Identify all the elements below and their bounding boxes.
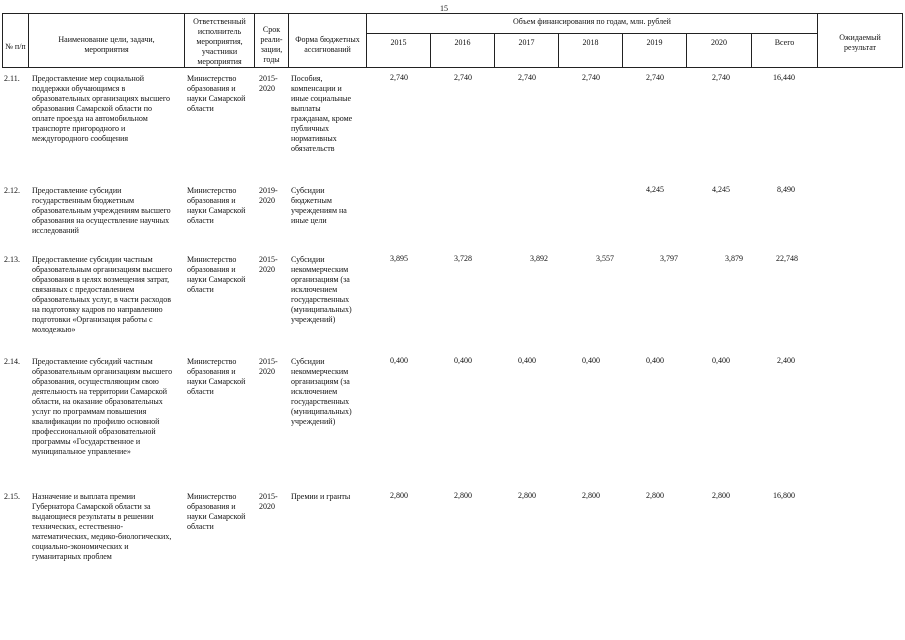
row-value: 2,800 bbox=[390, 491, 408, 500]
header-year-label: 2017 bbox=[518, 38, 535, 47]
row-number: 2.15. bbox=[4, 492, 20, 501]
row-value: 2,740 bbox=[454, 73, 472, 82]
row-value: 2,740 bbox=[390, 73, 408, 82]
header-year-label: 2015 bbox=[390, 38, 407, 47]
row-value: 0,400 bbox=[712, 356, 730, 365]
row-value: 2,740 bbox=[518, 73, 536, 82]
row-term: 2015- 2020 bbox=[259, 492, 278, 511]
row-value: 2,740 bbox=[646, 73, 664, 82]
row-term: 2019- 2020 bbox=[259, 186, 278, 205]
row-term: 2015- 2020 bbox=[259, 255, 278, 274]
header-name-label: Наименование цели, задачи, мероприятия bbox=[58, 35, 155, 54]
row-responsible: Министерство образования и науки Самарской области bbox=[187, 255, 246, 294]
row-form: Субсидии бюджетным учреждениям на иные цели bbox=[291, 186, 347, 225]
row-responsible: Министерство образования и науки Самарской области bbox=[187, 357, 246, 396]
row-number: 2.12. bbox=[4, 186, 20, 195]
row-total: 2,400 bbox=[777, 356, 795, 365]
row-value: 3,557 bbox=[596, 254, 614, 263]
row-value: 2,740 bbox=[712, 73, 730, 82]
row-form: Субсидии некоммерческим организациям (за исключением государственных (муниципальных) учреждений) bbox=[291, 357, 352, 426]
row-name: Предоставление субсидий частным образовательным организациям высшего образования, осуществляющим свою деятельность на территории Самарской области, на оказание образовательных услуг по программам повышения квалификации по профилю основной профессиональной образовательной программы «Государственное и муниципальное управление» bbox=[32, 357, 173, 456]
page-number: 15 bbox=[440, 4, 448, 13]
row-value: 0,400 bbox=[390, 356, 408, 365]
row-total: 16,440 bbox=[773, 73, 795, 82]
row-responsible: Министерство образования и науки Самарской области bbox=[187, 74, 246, 113]
row-value: 0,400 bbox=[518, 356, 536, 365]
row-number: 2.13. bbox=[4, 255, 20, 264]
row-name: Назначение и выплата премии Губернатора Самарской области за выдающиеся результаты в решении технических, естественно- математических, медико-биологических, социально-экономических и гуманитарных проблем bbox=[32, 492, 172, 561]
row-value: 3,895 bbox=[390, 254, 408, 263]
header-year-label: 2018 bbox=[582, 38, 599, 47]
header-cell-num bbox=[2, 13, 29, 68]
row-value: 0,400 bbox=[646, 356, 664, 365]
header-resp-label: Ответственный исполнитель мероприятия, участники мероприятия bbox=[193, 17, 246, 66]
row-value: 3,728 bbox=[454, 254, 472, 263]
row-value: 2,800 bbox=[646, 491, 664, 500]
header-funding-label: Объем финансирования по годам, млн. рублей bbox=[513, 17, 671, 26]
row-responsible: Министерство образования и науки Самарской области bbox=[187, 492, 246, 531]
row-name: Предоставление субсидии государственным бюджетным образовательным учреждениям высшего образования на осуществление научных исследований bbox=[32, 186, 171, 235]
row-value: 2,800 bbox=[454, 491, 472, 500]
header-form-label: Форма бюджетных ассигнований bbox=[295, 35, 360, 54]
row-value: 3,879 bbox=[725, 254, 743, 263]
row-value: 0,400 bbox=[582, 356, 600, 365]
row-total: 8,490 bbox=[777, 185, 795, 194]
row-number: 2.11. bbox=[4, 74, 20, 83]
row-number: 2.14. bbox=[4, 357, 20, 366]
row-name: Предоставление субсидии частным образовательным организациям высшего образования в целях возмещения затрат, связанных с предоставлением образовательных услуг, в части расходов на подготовку кадров по направлению подготовки «Организация работы с молодежью» bbox=[32, 255, 173, 334]
header-year-label: 2020 bbox=[711, 38, 727, 47]
header-year-label: 2019 bbox=[646, 38, 663, 47]
row-value: 0,400 bbox=[454, 356, 472, 365]
row-form: Субсидии некоммерческим организациям (за исключением государственных (муниципальных) учреждений) bbox=[291, 255, 352, 324]
row-value: 4,245 bbox=[712, 185, 730, 194]
header-result-label: Ожидаемый результат bbox=[839, 33, 881, 52]
row-value: 2,800 bbox=[582, 491, 600, 500]
header-total-label: Всего bbox=[774, 38, 795, 47]
row-value: 2,740 bbox=[582, 73, 600, 82]
header-num-label: № п/п bbox=[5, 42, 26, 51]
row-value: 2,800 bbox=[518, 491, 536, 500]
row-total: 22,748 bbox=[776, 254, 798, 263]
row-responsible: Министерство образования и науки Самарской области bbox=[187, 186, 246, 225]
header-term-label: Срок реали- зации, годы bbox=[260, 25, 283, 64]
row-total: 16,800 bbox=[773, 491, 795, 500]
row-name: Предоставление мер социальной поддержки обучающимся в образовательных организациях высшего образования Самарской области по оплате проезда на автомобильном транспорте пригородного и междугородного сообщения bbox=[32, 74, 170, 143]
row-term: 2015- 2020 bbox=[259, 357, 278, 376]
row-value: 2,800 bbox=[712, 491, 730, 500]
row-form: Премии и гранты bbox=[291, 492, 351, 501]
row-value: 3,797 bbox=[660, 254, 678, 263]
row-term: 2015- 2020 bbox=[259, 74, 278, 93]
row-value: 4,245 bbox=[646, 185, 664, 194]
row-form: Пособия, компенсации и иные социальные выплаты гражданам, кроме публичных нормативных обязательств bbox=[291, 74, 353, 153]
row-value: 3,892 bbox=[530, 254, 548, 263]
header-year-label: 2016 bbox=[454, 38, 471, 47]
